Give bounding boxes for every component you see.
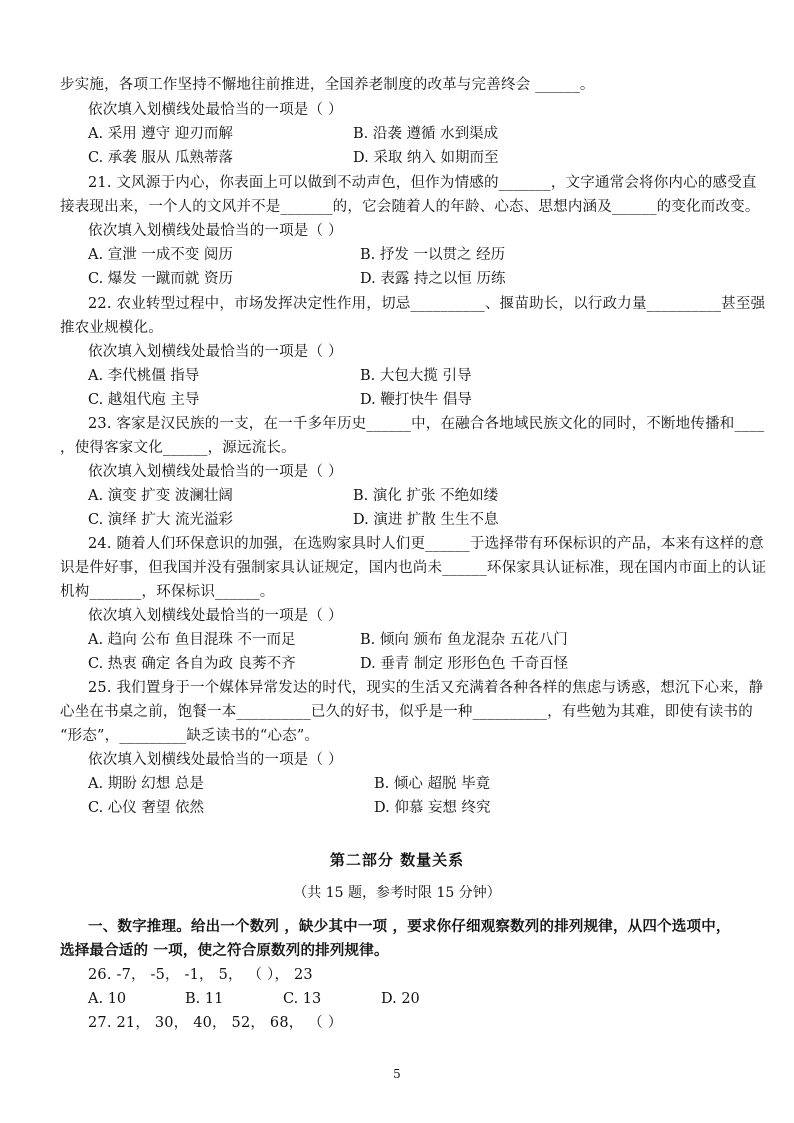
q22-option-c: C. 越俎代庖 主导	[88, 392, 200, 408]
section-title: 第二部分 数量关系	[329, 851, 465, 869]
q27-stem: 27. 21， 30， 40， 52， 68， （ ）	[88, 1015, 343, 1031]
q25-prompt: 依次填入划横线处最恰当的一项是（ ）	[88, 752, 343, 768]
q24-option-d: D. 垂青 制定 形形色色 千奇百怪	[360, 656, 569, 672]
section-subtitle: （共 15 题，参考时限 15 分钟）	[293, 885, 501, 901]
q22-stem-line2: 推农业规模化。	[60, 320, 163, 336]
section-instruction-line2: 选择最合适的 一项，使之符合原数列的排列规律。	[60, 942, 389, 959]
q25-option-b: B. 倾心 超脱 毕竟	[374, 776, 491, 792]
q20-option-d: D. 采取 纳入 如期而至	[353, 150, 499, 166]
q26-option-c: C. 13	[283, 991, 322, 1007]
q23-prompt: 依次填入划横线处最恰当的一项是（ ）	[88, 464, 343, 480]
q23-stem-line2: ，使得客家文化______，源远流长。	[60, 440, 296, 456]
q25-option-d: D. 仰慕 妄想 终究	[374, 800, 491, 816]
q20-option-c: C. 承袭 服从 瓜熟蒂落	[88, 150, 234, 166]
q26-option-b: B. 11	[185, 991, 224, 1007]
q21-stem-line2: 接表现出来，一个人的文风并不是_______的，它会随着人的年龄、心态、思想内涵及______的变化而改变。	[60, 199, 760, 215]
q22-prompt: 依次填入划横线处最恰当的一项是（ ）	[88, 344, 343, 360]
q21-prompt: 依次填入划横线处最恰当的一项是（ ）	[88, 223, 343, 239]
q24-stem-line3: 机构_______，环保标识______。	[60, 584, 275, 600]
q22-option-b: B. 大包大揽 引导	[360, 368, 472, 384]
q20-stem-tail: 步实施，各项工作坚持不懈地往前推进，全国养老制度的改革与完善终会 ______。	[60, 77, 595, 93]
q23-stem-line1: 23. 客家是汉民族的一支，在一千多年历史______中，在融合各地域民族文化的同时，不断地传播和____	[88, 416, 765, 432]
q24-option-c: C. 热衷 确定 各自为政 良莠不齐	[88, 656, 296, 672]
q23-option-a: A. 演变 扩变 波澜壮阔	[88, 488, 233, 504]
q25-option-a: A. 期盼 幻想 总是	[88, 776, 204, 792]
q21-option-a: A. 宣泄 一成不变 阅历	[88, 247, 233, 263]
q25-stem-line1: 25. 我们置身于一个媒体异常发达的时代，现实的生活又充满着各种各样的焦虑与诱惑，想沉下心来，静	[88, 680, 764, 696]
page-number: 5	[393, 1067, 401, 1081]
q21-stem-line1: 21. 文风源于内心，你表面上可以做到不动声色，但作为情感的_______，文字通常会将你内心的感受直	[88, 175, 757, 191]
q25-stem-line3: “形态”，_________缺乏读书的“心态”。	[60, 728, 320, 744]
q20-prompt: 依次填入划横线处最恰当的一项是（ ）	[88, 102, 343, 118]
q23-option-b: B. 演化 扩张 不绝如缕	[353, 488, 499, 504]
q20-option-a: A. 采用 遵守 迎刃而解	[88, 126, 233, 142]
section-instruction-line1: 一、数字推理。给出一个数列 ，缺少其中一项 ，要求你仔细观察数列的排列规律，从四个选项中，	[88, 918, 731, 935]
q21-option-c: C. 爆发 一蹴而就 资历	[88, 271, 234, 287]
q25-stem-line2: 心坐在书桌之前，饱餐一本__________已久的好书，似乎是一种__________，有些勉为其难，即使有读书的	[60, 704, 753, 720]
q22-option-d: D. 鞭打快牛 倡导	[360, 392, 472, 408]
q26-option-a: A. 10	[88, 991, 127, 1007]
q24-prompt: 依次填入划横线处最恰当的一项是（ ）	[88, 608, 343, 624]
q20-option-b: B. 沿袭 遵循 水到渠成	[353, 126, 499, 142]
q22-stem-line1: 22. 农业转型过程中，市场发挥决定性作用，切忌__________、揠苗助长，以行政力量__________甚至强	[88, 296, 766, 312]
q26-option-d: D. 20	[381, 991, 420, 1007]
q21-option-d: D. 表露 持之以恒 历练	[360, 271, 506, 287]
q24-stem-line2: 识是件好事，但我国并没有强制家具认证规定，国内也尚未______环保家具认证标准，现在国内市面上的认证	[60, 560, 767, 576]
q21-option-b: B. 抒发 一以贯之 经历	[360, 247, 506, 263]
q23-option-c: C. 演绎 扩大 流光溢彩	[88, 512, 234, 528]
q26-stem: 26. -7， -5， -1， 5， （ ）， 23	[88, 967, 313, 983]
q24-option-b: B. 倾向 颁布 鱼龙混杂 五花八门	[360, 632, 568, 648]
q23-option-d: D. 演进 扩散 生生不息	[353, 512, 499, 528]
q22-option-a: A. 李代桃僵 指导	[88, 368, 200, 384]
q24-option-a: A. 趋向 公布 鱼目混珠 不一而足	[88, 632, 296, 648]
q24-stem-line1: 24. 随着人们环保意识的加强，在选购家具时人们更______于选择带有环保标识的产品，本来有这样的意	[88, 536, 764, 552]
q25-option-c: C. 心仪 奢望 依然	[88, 800, 205, 816]
